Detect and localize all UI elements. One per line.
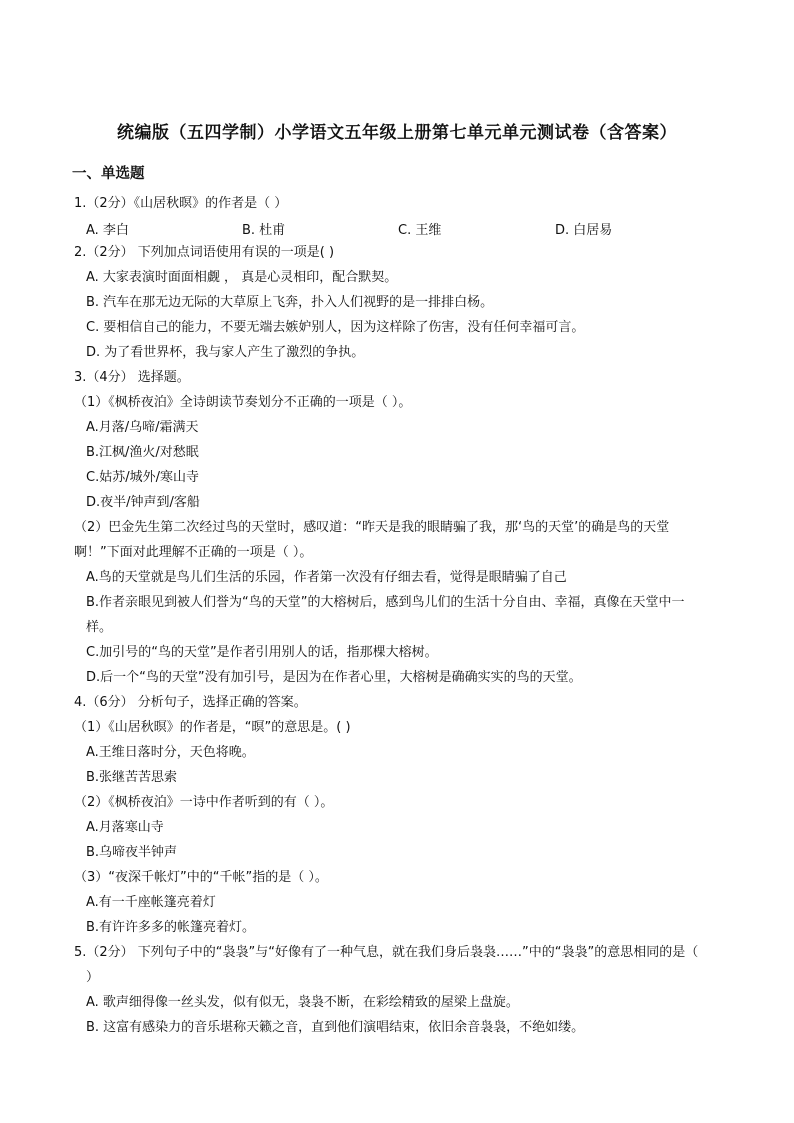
- option-b: B. 杜甫: [242, 223, 286, 238]
- question-4-sub-2-option-b: B.乌啼夜半钟声: [86, 845, 178, 860]
- question-4-sub-3: （3）“夜深千帐灯”中的“千帐”指的是（ ）。: [74, 870, 328, 885]
- option-d: D. 白居易: [555, 223, 613, 238]
- question-3-sub-2-line-2: 啊！”下面对此理解不正确的一项是（ ）。: [74, 545, 313, 560]
- question-4-sub-1-option-a: A.王维日落时分，天色将晚。: [86, 745, 255, 760]
- option-c: C. 王维: [398, 223, 442, 238]
- question-5-stem-line-2: ）: [86, 970, 100, 985]
- question-4-sub-1: （1）《山居秋暝》的作者是，“暝”的意思是。( ): [74, 720, 351, 735]
- question-1-options: [86, 219, 726, 239]
- question-2-option-b: B. 汽车在那无边无际的大草原上飞奔，扑入人们视野的是一排排白杨。: [86, 295, 494, 310]
- question-3-sub-2-option-a: A.鸟的天堂就是鸟儿们生活的乐园，作者第一次没有仔细去看，觉得是眼睛骗了自己: [86, 570, 567, 585]
- question-3-stem: 3.（4分） 选择题。: [74, 370, 190, 385]
- question-4-sub-3-option-a: A.有一千座帐篷亮着灯: [86, 895, 216, 910]
- question-3-sub-2-option-d: D.后一个“鸟的天堂”没有加引号，是因为在作者心里，大榕树是确确实实的鸟的天堂。: [86, 670, 582, 685]
- question-3-sub-1-option-d: D.夜半/钟声到/客船: [86, 495, 200, 510]
- option-a: A. 李白: [86, 223, 129, 238]
- question-1-stem: 1.（2分）《山居秋暝》的作者是（ ）: [74, 196, 288, 211]
- question-3-sub-1-option-b: B.江枫/渔火/对愁眠: [86, 445, 199, 460]
- document-title: 统编版（五四学制）小学语文五年级上册第七单元单元测试卷（含答案）: [117, 123, 677, 143]
- question-3-sub-2-option-b-line-2: 样。: [86, 620, 113, 635]
- question-2-option-a: A. 大家表演时面面相觑 ， 真是心灵相印，配合默契。: [86, 270, 398, 285]
- question-4-sub-2-option-a: A.月落寒山寺: [86, 820, 164, 835]
- question-5-option-a: A. 歌声细得像一丝头发，似有似无，袅袅不断，在彩绘精致的屋梁上盘旋。: [86, 995, 519, 1010]
- question-4-stem: 4.（6分） 分析句子，选择正确的答案。: [74, 695, 307, 710]
- question-3-sub-2-line-1: （2）巴金先生第二次经过鸟的天堂时，感叹道：“昨天是我的眼睛骗了我，那‘鸟的天堂’的确是鸟的天堂: [74, 520, 670, 535]
- question-5-stem-line-1: 5.（2分） 下列句子中的“袅袅”与“好像有了一种气息，就在我们身后袅袅……”中的“袅袅”的意思相同的是（: [74, 945, 699, 960]
- question-4-sub-2: （2）《枫桥夜泊》一诗中作者听到的有（ ）。: [74, 795, 334, 810]
- question-3-sub-1-option-c: C.姑苏/城外/寒山寺: [86, 470, 199, 485]
- question-3-sub-2-option-b-line-1: B.作者亲眼见到被人们誉为“鸟的天堂”的大榕树后，感到鸟儿们的生活十分自由、幸福，真像在天堂中一: [86, 595, 685, 610]
- question-4-sub-1-option-b: B.张继苦苦思索: [86, 770, 178, 785]
- question-2-stem: 2.（2分） 下列加点词语使用有误的一项是( ): [74, 245, 335, 260]
- question-2-option-c: C. 要相信自己的能力，不要无端去嫉妒别人，因为这样除了伤害，没有任何幸福可言。: [86, 320, 585, 335]
- question-2-option-d: D. 为了看世界杯，我与家人产生了激烈的争执。: [86, 345, 365, 360]
- section-heading: 一、单选题: [72, 166, 145, 182]
- question-4-sub-3-option-b: B.有许许多多的帐篷亮着灯。: [86, 920, 256, 935]
- question-3-sub-2-option-c: C.加引号的“鸟的天堂”是作者引用别人的话，指那棵大榕树。: [86, 645, 438, 660]
- question-3-sub-1-option-a: A.月落/乌啼/霜满天: [86, 420, 199, 435]
- question-5-option-b: B. 这富有感染力的音乐堪称天籁之音，直到他们演唱结束，依旧余音袅袅，不绝如缕。: [86, 1020, 585, 1035]
- question-3-sub-1: （1）《枫桥夜泊》全诗朗读节奏划分不正确的一项是（ ）。: [74, 395, 412, 410]
